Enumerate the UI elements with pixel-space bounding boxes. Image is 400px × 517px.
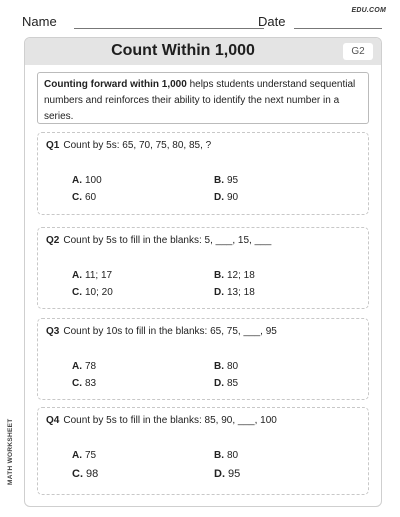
option-c[interactable]: C. 98 bbox=[72, 468, 99, 480]
intro-box bbox=[37, 72, 369, 124]
option-d[interactable]: D. 13; 18 bbox=[214, 287, 255, 298]
grade-badge: G2 bbox=[343, 43, 373, 60]
question-prompt: Count by 5s: 65, 70, 75, 80, 85, ? bbox=[63, 140, 212, 151]
title-bar bbox=[25, 38, 381, 65]
question-prompt: Count by 5s to fill in the blanks: 85, 90, ___, 100 bbox=[63, 415, 277, 426]
intro-text: helps students understand sequential numbers and reinforces their ability to identify the next number in a series. bbox=[44, 79, 356, 122]
question-card-3 bbox=[37, 318, 369, 400]
question-card-4 bbox=[37, 407, 369, 495]
name-line[interactable] bbox=[74, 28, 264, 29]
question-number: Q1 bbox=[46, 140, 60, 151]
option-d[interactable]: D. 85 bbox=[214, 378, 239, 389]
question-text bbox=[46, 140, 211, 151]
question-number: Q3 bbox=[46, 326, 60, 337]
question-text bbox=[46, 326, 277, 337]
option-c[interactable]: C. 60 bbox=[72, 192, 97, 203]
option-b[interactable]: B. 80 bbox=[214, 450, 239, 461]
question-prompt: Count by 10s to fill in the blanks: 65, 75, ___, 95 bbox=[63, 326, 277, 337]
question-number: Q4 bbox=[46, 415, 60, 426]
option-c[interactable]: C. 10; 20 bbox=[72, 287, 113, 298]
option-a[interactable]: A. 11; 17 bbox=[72, 270, 113, 281]
date-line[interactable] bbox=[294, 28, 382, 29]
page-title: Count Within 1,000 bbox=[111, 42, 255, 59]
brand-logo: EDU.COM bbox=[351, 7, 386, 14]
option-d[interactable]: D. 95 bbox=[214, 468, 241, 480]
option-a[interactable]: A. 78 bbox=[72, 361, 97, 372]
option-b[interactable]: B. 12; 18 bbox=[214, 270, 255, 281]
question-text bbox=[46, 235, 271, 246]
intro-bold: Counting forward within 1,000 bbox=[44, 79, 187, 90]
date-label: Date bbox=[258, 14, 286, 29]
name-label: Name bbox=[22, 14, 57, 29]
question-card-1 bbox=[37, 132, 369, 215]
name-date-header bbox=[22, 14, 382, 34]
question-card-2 bbox=[37, 227, 369, 309]
question-prompt: Count by 5s to fill in the blanks: 5, ___, 15, ___ bbox=[63, 235, 272, 246]
question-number: Q2 bbox=[46, 235, 60, 246]
option-d[interactable]: D. 90 bbox=[214, 192, 239, 203]
option-c[interactable]: C. 83 bbox=[72, 378, 97, 389]
side-label: MATH WORKSHEET bbox=[7, 418, 14, 485]
option-b[interactable]: B. 80 bbox=[214, 361, 239, 372]
option-a[interactable]: A. 75 bbox=[72, 450, 97, 461]
option-b[interactable]: B. 95 bbox=[214, 175, 239, 186]
option-a[interactable]: A. 100 bbox=[72, 175, 102, 186]
worksheet bbox=[24, 37, 382, 507]
question-text bbox=[46, 415, 277, 426]
